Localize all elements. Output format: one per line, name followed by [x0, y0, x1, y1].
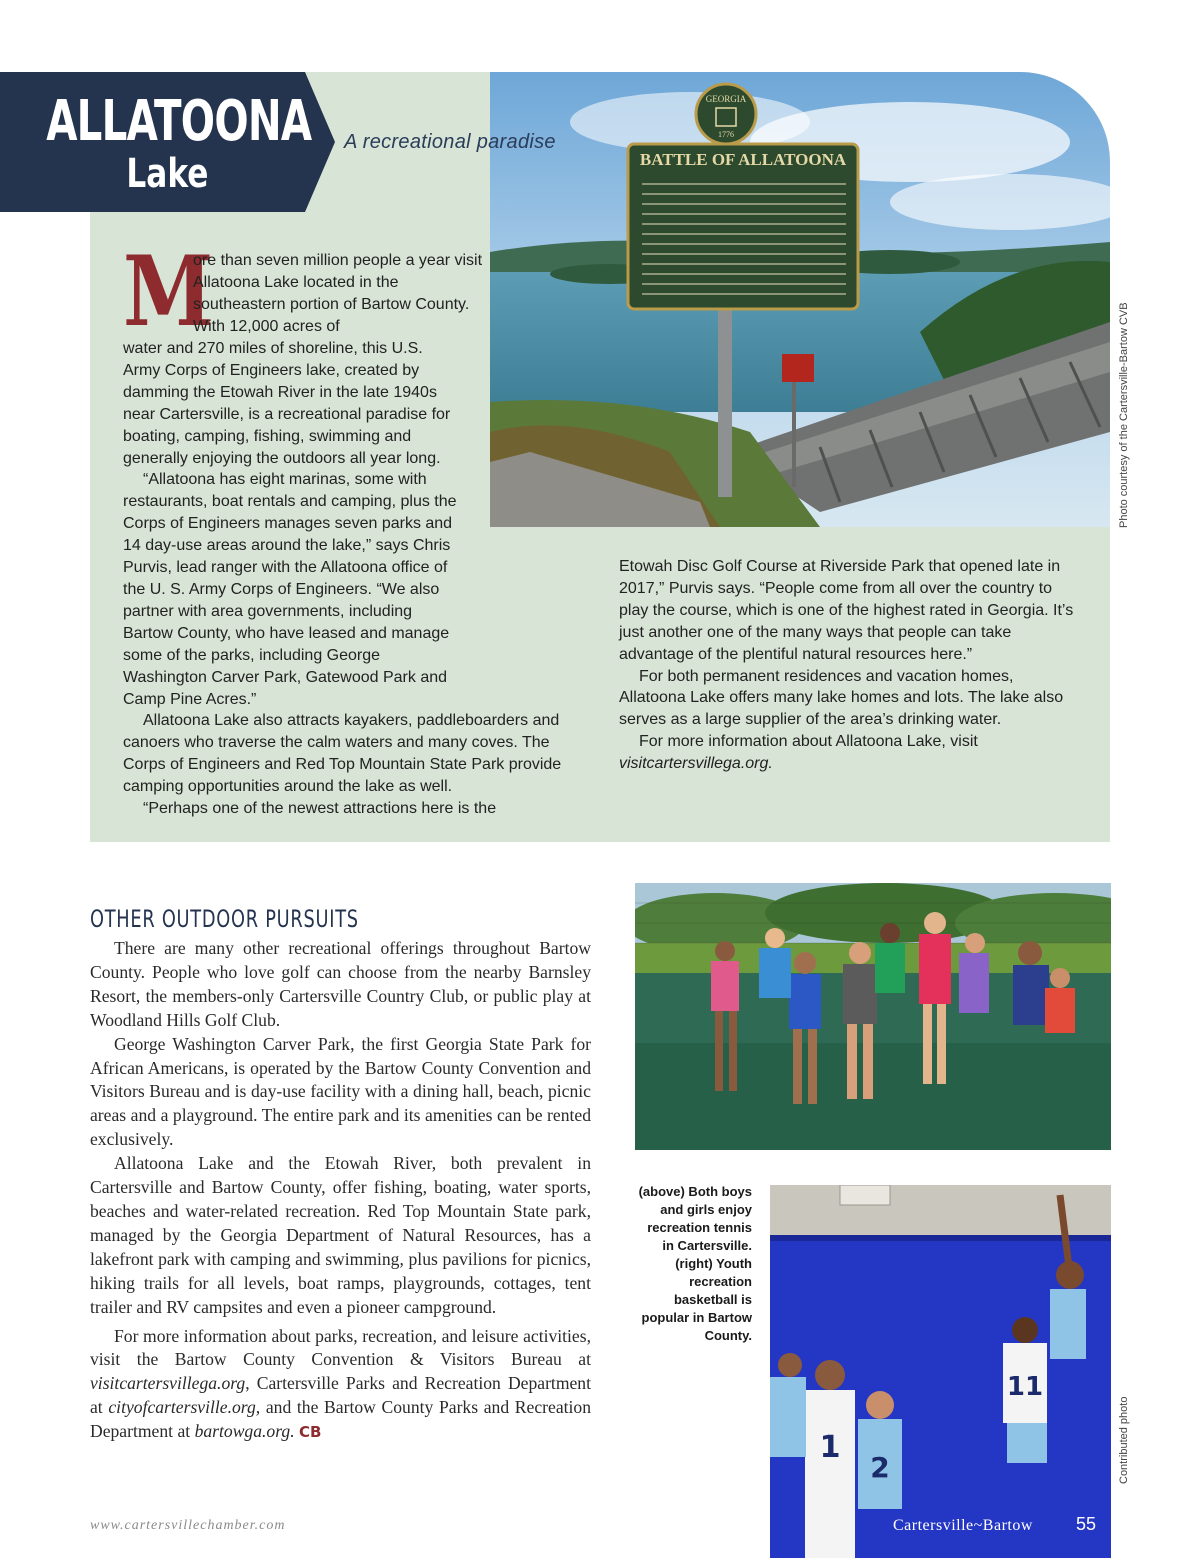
section-paragraph: There are many other recreational offerings throughout Bartow County. People who love golf can choose from the nearby Barnsley Resort, the members-only Cartersville Country Club, or public play at Woodland Hills Golf Club.	[90, 938, 591, 1030]
photo-caption: (above) Both boys and girls enjoy recreation tennis in Cartersville. (right) Youth recreation basketball is popular in Bartow County.	[638, 1184, 752, 1343]
article-paragraph: water and 270 miles of shoreline, this U.S. Army Corps of Engineers lake, created by damming the Etowah River in the late 1940s near Cartersville, is a recreational paradise for boating, camping, fishing, swimming and generally enjoying the outdoors all year long.	[123, 340, 451, 467]
photo-credit: Contributed photo	[1118, 1396, 1130, 1484]
drop-cap: M	[123, 235, 214, 348]
seal-top-text: GEORGIA	[705, 94, 747, 104]
jersey-number: 11	[1006, 1372, 1044, 1402]
section-body	[90, 937, 591, 1445]
article-paragraph: “Perhaps one of the newest attractions here is the	[143, 800, 497, 818]
section-paragraph: Allatoona Lake and the Etowah River, both prevalent in Cartersville and Bartow County, offer fishing, boating, water sports, beaches and water-related recreation. Red Top Mountain State park, managed by the Georgia Department of Natural Resources, has a lakefront park with camping and swimming, plus pavilions for picnics, hiking trails for all levels, boat ramps, playgrounds, cottages, tent trailer and RV campsites and even a pioneer campground.	[90, 1153, 591, 1317]
article-intro	[123, 250, 483, 338]
footer-publication: Cartersville~Bartow	[893, 1517, 1033, 1534]
page-number: 55	[1076, 1514, 1097, 1534]
footer-url[interactable]: www.cartersvillechamber.com	[90, 1518, 286, 1533]
article-paragraph: For both permanent residences and vacation homes, Allatoona Lake offers many lake homes and lots. The lake also serves as a large supplier of the area’s drinking water.	[619, 667, 1064, 729]
visit-link[interactable]: visitcartersvillega.org.	[619, 755, 773, 773]
title-banner	[0, 72, 335, 212]
article-paragraph: “Allatoona has eight marinas, some with restaurants, boat rentals and camping, plus the Corps of Engineers manages seven parks and 14 day-use areas around the lake,” says Chris Purvis, lead ranger with the Allatoona office of the U. S. Army Corps of Engineers. “We also partner with area governments, including Bartow County, who have leased and manage some of the parks, including George Washington Carver Park, Gatewood Park and Camp Pine Acres.”	[123, 471, 457, 708]
section-text: For more information about parks, recreation, and leisure activities, visit the Bartow County Convention & Visitors Bureau at	[90, 1325, 591, 1370]
tagline: A recreational paradise	[344, 131, 556, 153]
city-link[interactable]: cityofcartersville.org,	[108, 1397, 261, 1418]
county-link[interactable]: bartowga.org.	[194, 1421, 295, 1442]
jersey-number: 1	[819, 1430, 841, 1465]
section-text: and the Bartow County Parks and Recreation Department at	[90, 1397, 592, 1442]
page-subtitle: Lake	[126, 151, 209, 197]
more-info-text: For more information about Allatoona Lake, visit	[639, 733, 978, 751]
sign-title: BATTLE OF ALLATOONA	[639, 150, 847, 169]
article-paragraph	[619, 731, 1079, 775]
article-paragraph: Allatoona Lake also attracts kayakers, paddleboarders and canoers who traverse the calm waters and many coves. The Corps of Engineers and Red Top Mountain State Park provide camping opportunities around the lake as well.	[123, 712, 562, 796]
intro-paragraph: ore than seven million people a year visit Allatoona Lake located in the southeastern portion of Bartow County. With 12,000 acres of	[193, 252, 483, 335]
photo-credit: Photo courtesy of the Cartersville-Bartow CVB	[1118, 302, 1130, 528]
section-heading: OTHER OUTDOOR PURSUITS	[90, 905, 359, 933]
seal-year-text: 1776	[718, 130, 734, 139]
article-column-right	[619, 556, 1079, 775]
section-text: , Cartersville Parks and Recreation Department at	[90, 1373, 591, 1418]
section-paragraph: George Washington Carver Park, the first Georgia State Park for African Americans, is operated by the Bartow County Convention and Visitors Bureau and is day-use facility with a dining hall, beach, picnic areas and a playground. The entire park and its amenities can be rented exclusively.	[90, 1033, 591, 1150]
page-title: ALLATOONA	[46, 89, 312, 154]
cvb-link[interactable]: visitcartersvillega.org	[90, 1373, 246, 1394]
article-paragraph: Etowah Disc Golf Course at Riverside Park that opened late in 2017,” Purvis says. “People come from all over the country to play the course, which is one of the highest rated in Georgia. It’s just another one of the many ways that people can take advantage of the plentiful natural resources here.”	[619, 558, 1074, 663]
jersey-number: 2	[870, 1451, 890, 1484]
article-column-left	[123, 338, 563, 820]
tennis-photo	[635, 883, 1111, 1150]
section-paragraph	[90, 1325, 591, 1446]
basketball-photo	[770, 1185, 1111, 1558]
battle-of-allatoona-photo	[490, 72, 1110, 527]
end-mark: CB	[299, 1423, 322, 1442]
